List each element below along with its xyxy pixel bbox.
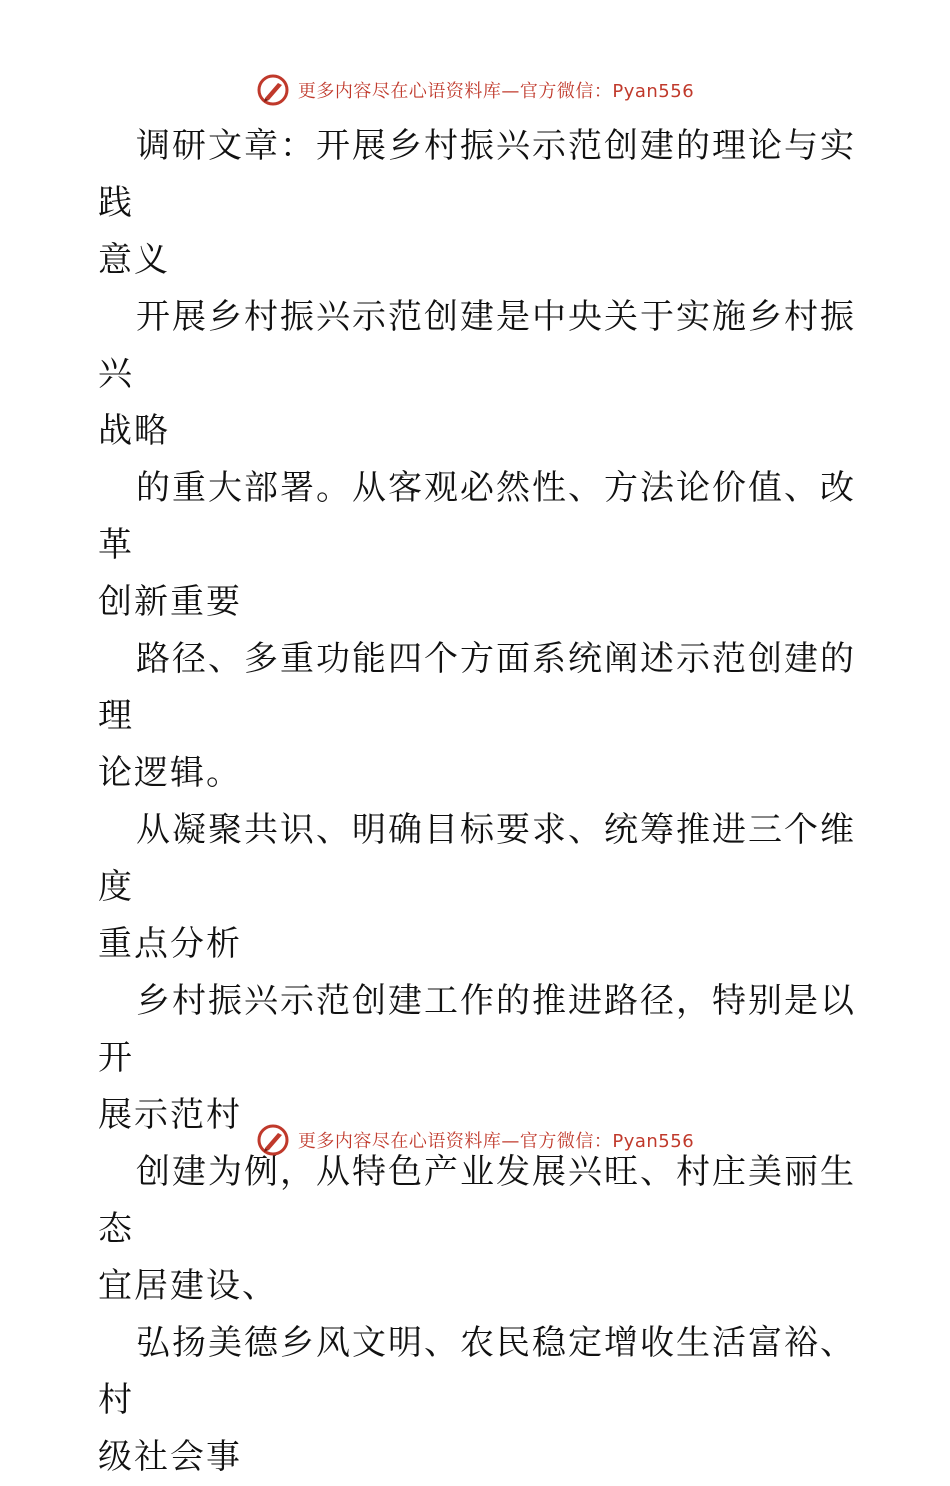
- paragraph: 创建为例，从特色产业发展兴旺、村庄美丽生态 宜居建设、: [98, 1152, 856, 1306]
- paragraph: 乡村振兴示范创建工作的推进路径，特别是以开 展示范村: [98, 981, 856, 1135]
- footer-banner: [0, 1120, 950, 1160]
- quill-logo-icon: [256, 73, 290, 107]
- paragraph: 从凝聚共识、明确目标要求、统筹推进三个维度 重点分析: [98, 810, 856, 964]
- paragraph: 的重大部署。从客观必然性、方法论价值、改革 创新重要: [98, 468, 856, 622]
- paragraph: 调研文章：开展乡村振兴示范创建的理论与实践 意义: [98, 126, 856, 280]
- header-banner: [0, 70, 950, 110]
- paragraph: 开展乡村振兴示范创建是中央关于实施乡村振兴 战略: [98, 297, 856, 451]
- paragraph: 弘扬美德乡风文明、农民稳定增收生活富裕、村 级社会事: [98, 1323, 856, 1477]
- quill-logo-icon: [256, 1123, 290, 1157]
- header-banner-text: 更多内容尽在心语资料库—官方微信：Pyan556: [297, 81, 695, 102]
- footer-banner-text: 更多内容尽在心语资料库—官方微信：Pyan556: [297, 1131, 695, 1152]
- document-body: [98, 118, 858, 1486]
- paragraph: 路径、多重功能四个方面系统阐述示范创建的理 论逻辑。: [98, 639, 856, 793]
